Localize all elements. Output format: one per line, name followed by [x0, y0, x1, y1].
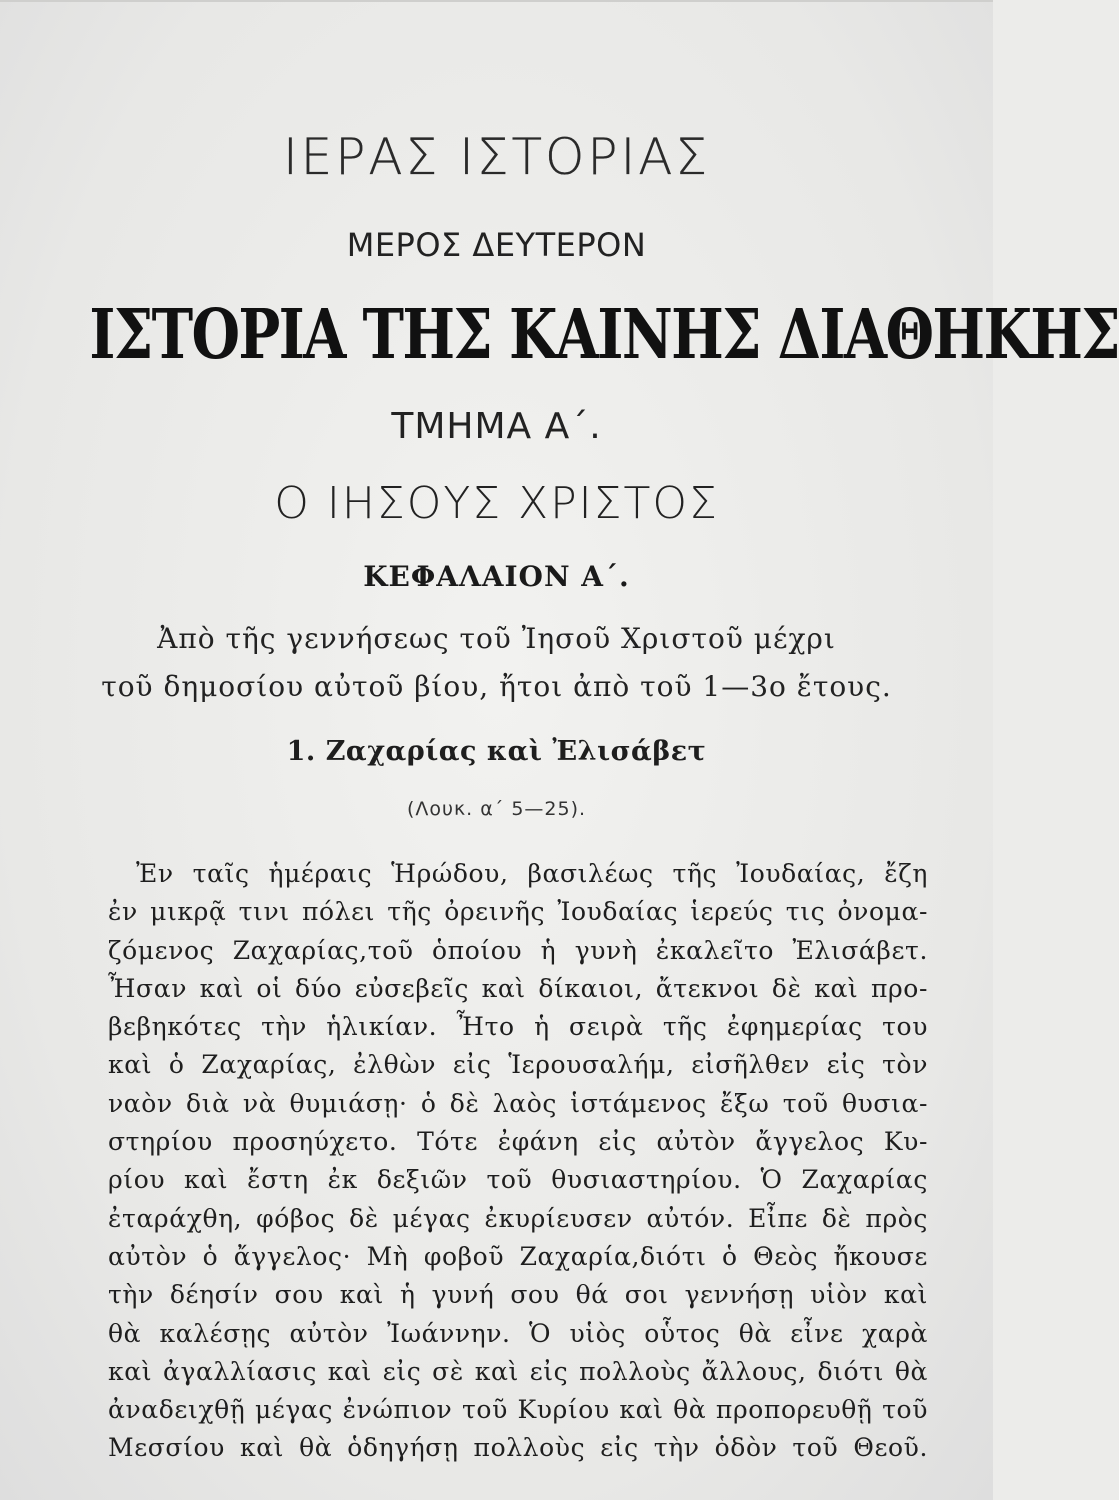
history-title: ΙΣΤΟΡΙΑ ΤΗΣ ΚΑΙΝΗΣ ΔΙΑΘΗΚΗΣ	[89, 295, 1119, 375]
chapter-intro-line-1: Ἀπὸ τῆς γεννήσεως τοῦ Ἰησοῦ Χριστοῦ μέχρι	[157, 622, 836, 655]
body-line: Ἐν ταῖς ἡμέραις Ἡρώδου, βασιλέως τῆς Ἰουδαίας, ἔζη	[136, 859, 928, 888]
body-line: θὰ καλέσῃς αὐτὸν Ἰωάννην. Ὁ υἱὸς οὗτος θὰ εἶνε χαρὰ	[108, 1318, 928, 1348]
part-title: ΜΕΡΟΣ ΔΕΥΤΕΡΟΝ	[346, 226, 647, 264]
body-line: βεβηκότες τὴν ἡλικίαν. Ἦτο ἡ σειρὰ τῆς ἐφημερίας του	[108, 1012, 928, 1042]
body-line: ναὸν διὰ νὰ θυμιάσῃ· ὁ δὲ λαὸς ἱστάμενος ἔξω τοῦ θυσια-	[108, 1088, 928, 1118]
body-text	[108, 855, 928, 1468]
body-line: τὴν δέησίν σου καὶ ἡ γυνή σου θά σοι γεννήσῃ υἱὸν καὶ	[108, 1280, 928, 1310]
page-edge	[0, 0, 993, 2]
body-line: Μεσσίου καὶ θὰ ὁδηγήσῃ πολλοὺς εἰς τὴν ὁδὸν τοῦ Θεοῦ.	[108, 1433, 928, 1463]
chapter-heading: ΚΕΦΑΛΑΙΟΝ Α΄.	[363, 560, 630, 593]
body-line: καὶ ὁ Ζαχαρίας, ἐλθὼν εἰς Ἱερουσαλήμ, εἰσῆλθεν εἰς τὸν	[108, 1050, 928, 1080]
body-line: Ἦσαν καὶ οἱ δύο εὐσεβεῖς καὶ δίκαιοι, ἄτεκνοι δὲ καὶ προ-	[108, 973, 928, 1003]
body-line: καὶ ἀγαλλίασις καὶ εἰς σὲ καὶ εἰς πολλοὺς ἄλλους, διότι θὰ	[108, 1356, 928, 1386]
scripture-reference: (Λουκ. α΄ 5—25).	[406, 798, 587, 820]
subject-heading: Ο ΙΗΣΟΥΣ ΧΡΙΣΤΟΣ	[274, 478, 719, 529]
chapter-intro-line-2: τοῦ δημοσίου αὐτοῦ βίου, ἤτοι ἀπὸ τοῦ 1—3ο ἔτους.	[101, 670, 892, 703]
body-line: ρίου καὶ ἔστη ἐκ δεξιῶν τοῦ θυσιαστηρίου. Ὁ Ζαχαρίας	[108, 1165, 928, 1195]
body-line: ἐν μικρᾷ τινι πόλει τῆς ὀρεινῆς Ἰουδαίας ἱερεύς τις ὀνομα-	[108, 897, 928, 927]
section-heading: ΤΜΗΜΑ Α΄.	[391, 406, 602, 447]
body-line: στηρίου προσηύχετο. Τότε ἐφάνη εἰς αὐτὸν ἄγγελος Κυ-	[108, 1127, 928, 1157]
body-line: ζόμενος Ζαχαρίας,τοῦ ὁποίου ἡ γυνὴ ἐκαλεῖτο Ἐλισάβετ.	[108, 935, 928, 965]
main-title: ΙΕΡΑΣ ΙΣΤΟΡΙΑΣ	[282, 128, 711, 186]
section-title: 1. Ζαχαρίας καὶ Ἐλισάβετ	[286, 736, 707, 767]
body-line: ἐταράχθη, φόβος δὲ μέγας ἐκυρίευσεν αὐτόν. Εἶπε δὲ πρὸς	[108, 1203, 928, 1233]
body-line: ἀναδειχθῇ μέγας ἐνώπιον τοῦ Κυρίου καὶ θὰ προπορευθῇ τοῦ	[108, 1395, 928, 1425]
body-line: αὐτὸν ὁ ἄγγελος· Μὴ φοβοῦ Ζαχαρία,διότι ὁ Θεὸς ἤκουσε	[108, 1241, 928, 1271]
